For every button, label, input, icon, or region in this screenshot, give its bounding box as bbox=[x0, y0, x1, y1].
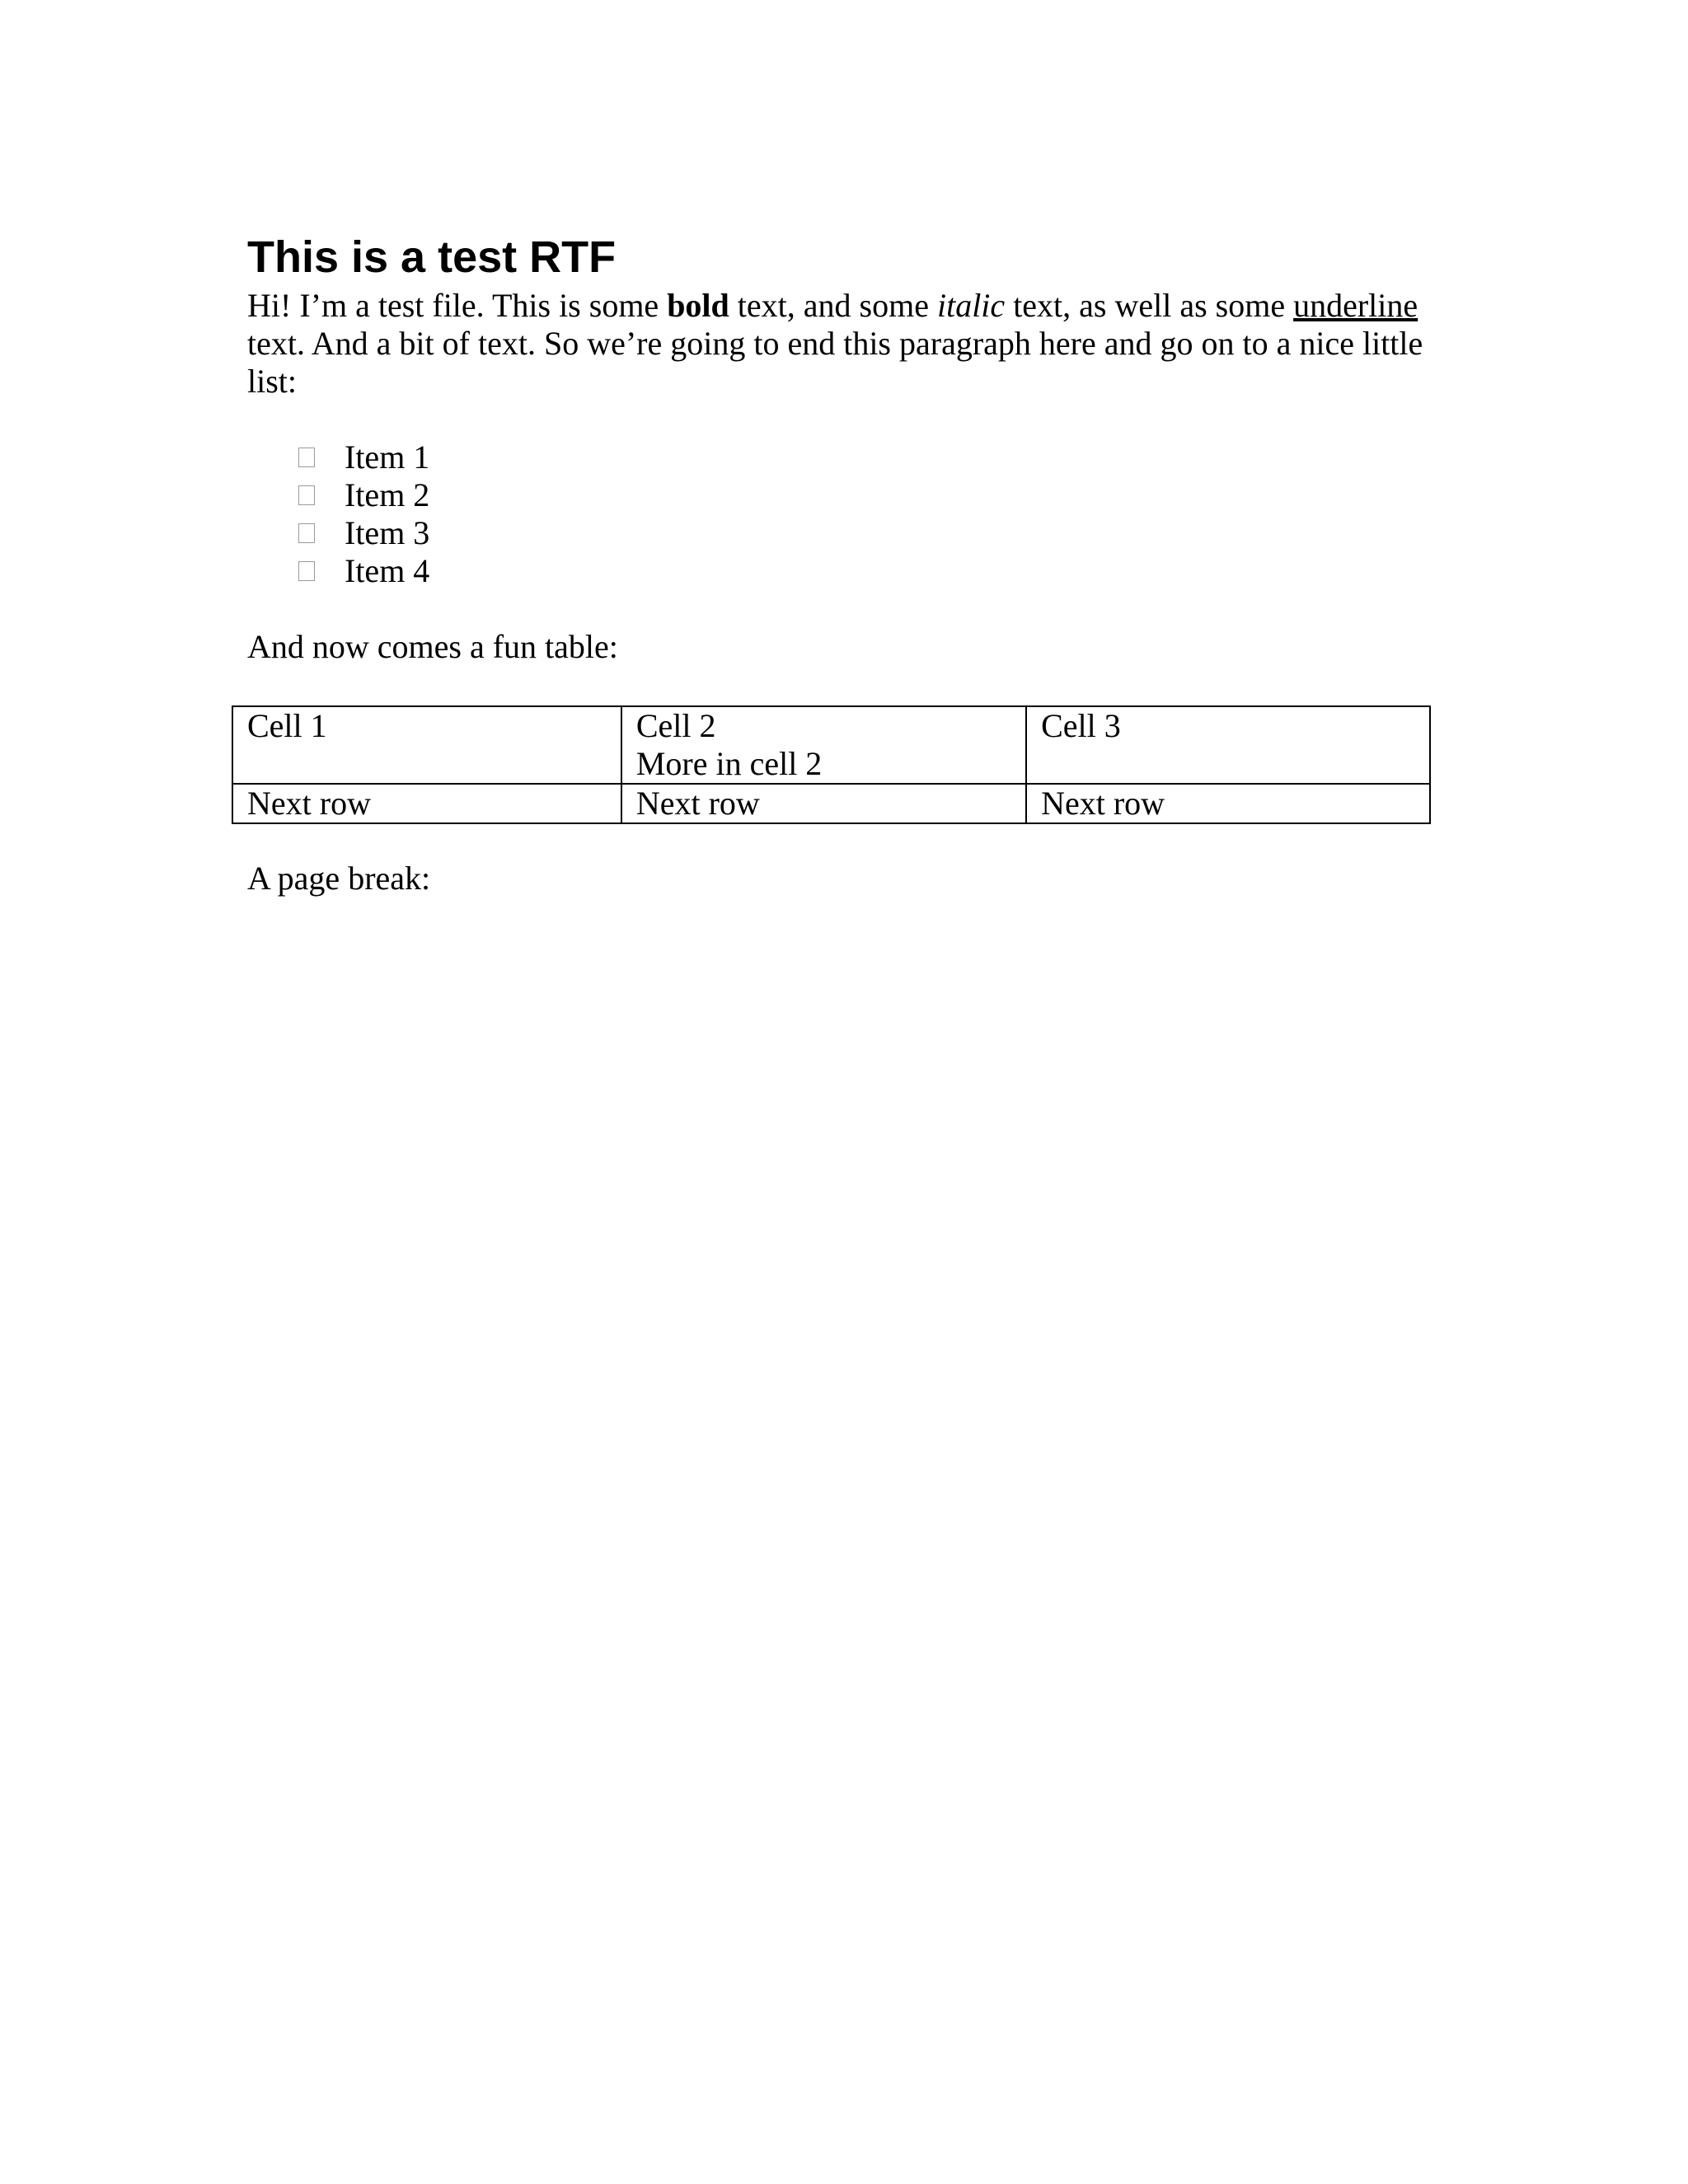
intro-text-3: text, as well as some bbox=[1005, 287, 1294, 324]
list-item-label: Item 4 bbox=[345, 552, 430, 589]
list-item bbox=[298, 476, 1434, 514]
bullet-box-icon bbox=[298, 523, 315, 543]
cell-text-extra: More in cell 2 bbox=[635, 745, 823, 782]
list-item bbox=[298, 438, 1434, 476]
table-row bbox=[232, 706, 1430, 784]
list-item-label: Item 1 bbox=[345, 438, 430, 476]
italic-text: italic bbox=[936, 287, 1006, 324]
table-cell bbox=[232, 706, 621, 784]
intro-paragraph bbox=[247, 287, 1434, 401]
bullet-box-icon bbox=[298, 561, 315, 581]
cell-text: Next row bbox=[247, 785, 371, 822]
fun-table bbox=[232, 705, 1431, 824]
table-intro: And now comes a fun table: bbox=[247, 628, 618, 665]
table-cell bbox=[621, 784, 1026, 823]
bold-text: bold bbox=[667, 287, 729, 324]
bullet-box-icon bbox=[298, 485, 315, 505]
bullet-box-icon bbox=[298, 448, 315, 467]
list-item-label: Item 3 bbox=[345, 514, 430, 551]
intro-text-4: text. And a bit of text. So we’re going to end this paragraph here and go on to a nice little list: bbox=[247, 325, 1423, 400]
intro-text-2: text, and some bbox=[729, 287, 937, 324]
cell-text: Next row bbox=[1041, 785, 1165, 822]
list-item bbox=[298, 514, 1434, 552]
page-break-text: A page break: bbox=[247, 860, 431, 897]
cell-text: Next row bbox=[635, 785, 760, 822]
table-cell bbox=[621, 706, 1026, 784]
document-content bbox=[247, 227, 1434, 666]
table-row bbox=[232, 784, 1430, 823]
cell-text: Cell 2 bbox=[635, 707, 716, 744]
table-cell bbox=[232, 784, 621, 823]
cell-text: Cell 3 bbox=[1041, 707, 1121, 744]
item-list bbox=[247, 438, 1434, 590]
list-item-label: Item 2 bbox=[345, 476, 430, 513]
list-item bbox=[298, 552, 1434, 590]
table-cell bbox=[1026, 706, 1430, 784]
document-title: This is a test RTF bbox=[247, 232, 617, 282]
intro-text-1: Hi! I’m a test file. This is some bbox=[247, 287, 668, 324]
underline-text: underline bbox=[1293, 287, 1418, 324]
cell-text: Cell 1 bbox=[247, 707, 327, 744]
table-cell bbox=[1026, 784, 1430, 823]
